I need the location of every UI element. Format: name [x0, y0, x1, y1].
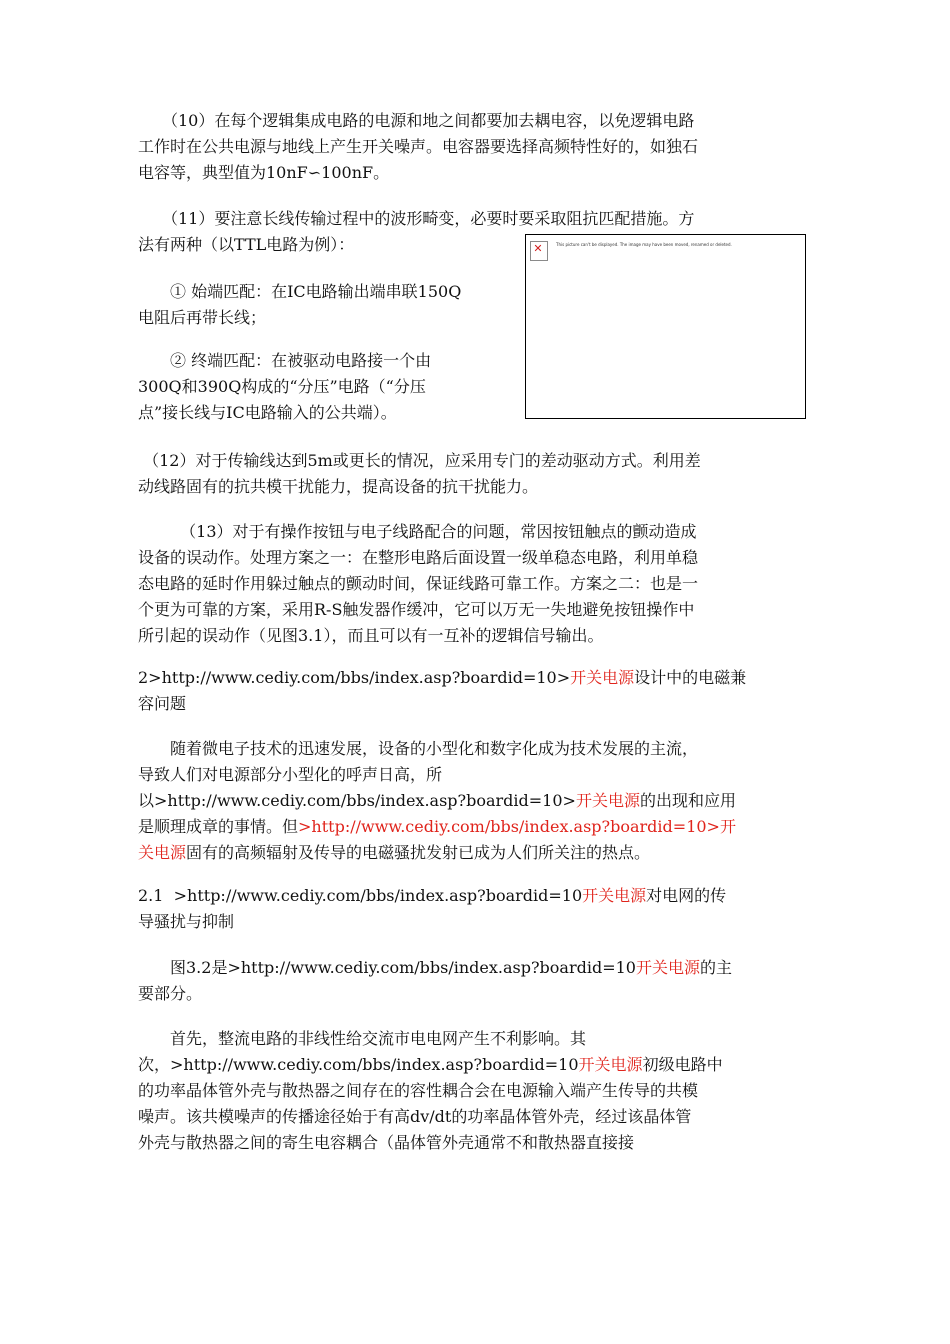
- text-line: 随着微电子技术的迅速发展，设备的小型化和数字化成为技术发展的主流，: [138, 739, 699, 758]
- text-line: 态电路的延时作用躲过触点的颤动时间，保证线路可靠工作。方案之二：也是一: [138, 574, 699, 593]
- keyword-link[interactable]: >http://www.cediy.com/bbs/index.asp?boardid=10>开: [298, 817, 736, 836]
- text-line: 个更为可靠的方案，采用R-S触发器作缓冲，它可以万无一失地避免按钮操作中: [138, 600, 695, 619]
- keyword-link[interactable]: 关电源: [138, 843, 187, 862]
- text-line: 容问题: [138, 694, 187, 713]
- text-line: ② 终端匹配：在被驱动电路接一个由: [138, 351, 432, 370]
- method-start-matching: [138, 279, 518, 331]
- paragraph-10: [138, 108, 810, 186]
- paragraph-rectifier: [138, 1026, 810, 1156]
- text-line: （10）在每个逻辑集成电路的电源和地之间都要加去耦电容，以免逻辑电路: [138, 111, 695, 130]
- text-line: 导骚扰与抑制: [138, 912, 235, 931]
- text-line-prefix: 是顺理成章的事情。但: [138, 817, 299, 836]
- method-end-matching: [138, 348, 518, 426]
- text-line: （11）要注意长线传输过程中的波形畸变，必要时要采取阻抗匹配措施。方: [138, 209, 695, 228]
- heading-suffix: 设计中的电磁兼: [634, 668, 747, 687]
- paragraph-12: [138, 448, 810, 500]
- text-line: 导致人们对电源部分小型化的呼声日高，所: [138, 765, 443, 784]
- section-heading-2: [138, 665, 810, 717]
- section-heading-2-1: [138, 883, 810, 935]
- heading-prefix: 2.1 >http://www.cediy.com/bbs/index.asp?boardid=10: [138, 886, 583, 905]
- heading-prefix: 2>http://www.cediy.com/bbs/index.asp?boardid=10>: [138, 668, 571, 687]
- text-line: 点”接长线与IC电路输入的公共端）。: [138, 403, 397, 422]
- heading-suffix: 对电网的传: [646, 886, 727, 905]
- paragraph-13: [138, 519, 810, 649]
- text-line: 电阻后再带长线；: [138, 308, 267, 327]
- paragraph-intro: [138, 736, 810, 866]
- paragraph-figure-ref: [138, 955, 810, 1007]
- text-line-suffix: 固有的高频辐射及传导的电磁骚扰发射已成为人们所关注的热点。: [186, 843, 651, 862]
- text-line: 要部分。: [138, 984, 203, 1003]
- keyword-link[interactable]: 开关电源: [578, 1055, 643, 1074]
- figure-caption: This picture can't be displayed. The image may have been moved, renamed or deleted.: [556, 242, 732, 247]
- keyword-link[interactable]: 开关电源: [582, 886, 647, 905]
- text-line: 噪声。该共模噪声的传播途径始于有高dv/dt的功率晶体管外壳，经过该晶体管: [138, 1107, 692, 1126]
- text-line-suffix: 的出现和应用: [639, 791, 736, 810]
- text-line: 外壳与散热器之间的寄生电容耦合（晶体管外壳通常不和散热器直接接: [138, 1133, 635, 1152]
- text-line-prefix: 图3.2是>http://www.cediy.com/bbs/index.asp?boardid=10: [138, 958, 636, 977]
- text-line: ① 始端匹配：在IC电路输出端串联150Q: [138, 282, 462, 301]
- text-line: 动线路固有的抗共模干扰能力，提高设备的抗干扰能力。: [138, 477, 539, 496]
- figure-placeholder: [525, 234, 806, 419]
- text-line-suffix: 初级电路中: [642, 1055, 723, 1074]
- text-line: 法有两种（以TTL电路为例）：: [138, 235, 355, 254]
- keyword-link[interactable]: 开关电源: [635, 958, 700, 977]
- text-line-suffix: 的主: [700, 958, 733, 977]
- text-line: 首先，整流电路的非线性给交流市电电网产生不利影响。其: [138, 1029, 587, 1048]
- text-line: （13）对于有操作按钮与电子线路配合的问题，常因按钮触点的颤动造成: [138, 522, 697, 541]
- keyword-link[interactable]: 开关电源: [570, 668, 635, 687]
- text-line-prefix: 以>http://www.cediy.com/bbs/index.asp?boardid=10>: [138, 791, 576, 810]
- text-line: 工作时在公共电源与地线上产生开关噪声。电容器要选择高频特性好的，如独石: [138, 137, 699, 156]
- text-line: 的功率晶体管外壳与散热器之间存在的容性耦合会在电源输入端产生传导的共模: [138, 1081, 699, 1100]
- text-line: （12）对于传输线达到5m或更长的情况，应采用专门的差动驱动方式。利用差: [138, 451, 701, 470]
- text-line: 电容等，典型值为10nF∽100nF。: [138, 163, 390, 182]
- text-line: 设备的误动作。处理方案之一：在整形电路后面设置一级单稳态电路，利用单稳: [138, 548, 699, 567]
- text-line-prefix: 次，>http://www.cediy.com/bbs/index.asp?boardid=10: [138, 1055, 579, 1074]
- text-line: 所引起的误动作（见图3.1），而且可以有一互补的逻辑信号输出。: [138, 626, 604, 645]
- text-line: 300Q和390Q构成的“分压”电路（“分压: [138, 377, 426, 396]
- keyword-link[interactable]: 开关电源: [575, 791, 640, 810]
- broken-image-icon: ✕: [530, 241, 548, 261]
